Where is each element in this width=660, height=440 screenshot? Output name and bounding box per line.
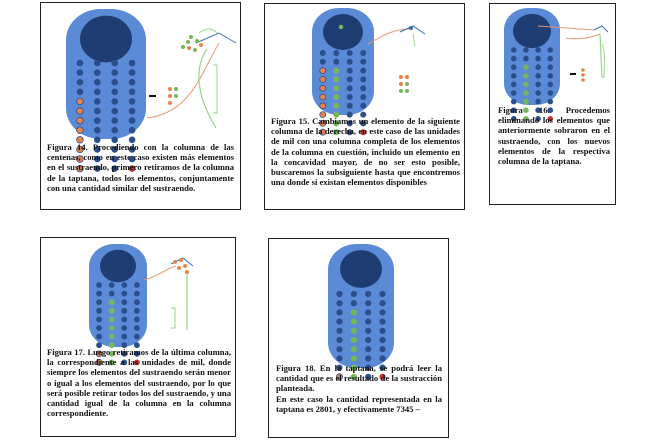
taptana-slot xyxy=(129,127,136,134)
taptana-slot xyxy=(351,319,357,325)
taptana-slot xyxy=(523,82,529,88)
taptana-slot xyxy=(111,79,118,86)
taptana-slot xyxy=(129,69,136,76)
taptana-slot xyxy=(111,108,118,115)
taptana-slot xyxy=(77,60,84,67)
taptana-slot xyxy=(121,317,127,323)
taptana-slot xyxy=(111,69,118,76)
taptana-slot xyxy=(333,103,339,109)
taptana-slot xyxy=(96,317,102,323)
taptana-slot xyxy=(336,300,342,306)
taptana-slot xyxy=(77,89,84,96)
taptana-slot xyxy=(523,73,529,79)
taptana-slot xyxy=(96,299,102,305)
taptana-slot xyxy=(96,282,102,288)
figure-18-caption: Figura 18. En la taptana, se podrá leer la cantidad que es el resultado de la sustracción planteada. En este caso la cantidad representada en la taptana es 2801, y efectivamente 7345 – xyxy=(276,363,442,414)
taptana-slot xyxy=(547,99,553,105)
taptana-slot xyxy=(523,64,529,70)
taptana-slot xyxy=(77,98,84,105)
taptana-slot xyxy=(111,98,118,105)
taptana-slot xyxy=(365,309,371,315)
taptana-big-hollow xyxy=(340,250,382,288)
taptana-slot xyxy=(77,79,84,86)
taptana-slot xyxy=(351,337,357,343)
taptana-slot xyxy=(511,82,517,88)
taptana-slot xyxy=(333,94,339,100)
taptana-big-hollow xyxy=(100,250,136,282)
taptana-slot xyxy=(535,64,541,70)
taptana-slot xyxy=(77,108,84,115)
taptana-slot xyxy=(547,64,553,70)
taptana-slot xyxy=(351,328,357,334)
taptana-slot xyxy=(320,103,326,109)
taptana-slot xyxy=(336,355,342,361)
taptana-slot xyxy=(320,68,326,74)
taptana-slot xyxy=(547,73,553,79)
taptana-slot xyxy=(109,291,115,297)
taptana-slot xyxy=(379,346,385,352)
taptana-slot xyxy=(511,90,517,96)
taptana-slot xyxy=(511,56,517,62)
taptana-slot xyxy=(77,69,84,76)
figure-15-caption: Figura 15. Cambiamos un elemento de la siguiente columna de la derecha, en este caso de las unidades de mil con una columna completa de los elementos de la columna en cuestión, incluido un elemento en la concavidad mayor, de no ser esto posible, buscaremos la subsiguiente hasta que encontremos una donde si existan elementos disponibles xyxy=(271,116,460,188)
taptana-slot xyxy=(109,308,115,314)
figure-14-caption: Figura 14. Procediendo con la columna de las centenas, como en este caso existen más elementos en el sustraendo, primero retiramos de la columna de la taptana, todos los elementos, conjuntamente con una cantidad similar del sustraendo. xyxy=(47,142,234,193)
taptana-slot xyxy=(547,47,553,53)
figure-17-panel xyxy=(40,237,236,437)
taptana-slot xyxy=(333,76,339,82)
taptana-slot xyxy=(351,355,357,361)
taptana-slot xyxy=(121,334,127,340)
taptana-big-hollow xyxy=(80,16,132,63)
taptana-slot xyxy=(129,60,136,67)
taptana-slot xyxy=(535,99,541,105)
taptana-slot xyxy=(320,59,326,65)
taptana-slot xyxy=(134,282,140,288)
taptana-slot xyxy=(511,47,517,53)
taptana-slot xyxy=(360,76,366,82)
taptana-slot xyxy=(333,59,339,65)
taptana-slot xyxy=(333,50,339,56)
figure-16-caption: Figura 16. Procedemos eliminando los elementos que anteriormente sobraron en el sustraendo, con los nuevos elementos de la respectiva columna de la taptana. xyxy=(498,105,610,167)
taptana-slot xyxy=(111,60,118,67)
taptana-slot xyxy=(121,325,127,331)
taptana-slot xyxy=(320,85,326,91)
taptana-slot xyxy=(94,127,101,134)
taptana-slot xyxy=(77,127,84,134)
taptana-slot xyxy=(134,334,140,340)
taptana-slot xyxy=(109,325,115,331)
taptana-slot xyxy=(94,60,101,67)
taptana-slot xyxy=(365,355,371,361)
taptana-slot xyxy=(134,317,140,323)
taptana-slot xyxy=(360,94,366,100)
taptana-slot xyxy=(523,47,529,53)
taptana-slot xyxy=(379,291,385,297)
taptana-slot xyxy=(523,56,529,62)
figure-14-panel xyxy=(40,2,241,210)
taptana-slot xyxy=(94,117,101,124)
taptana-slot xyxy=(347,68,353,74)
taptana-slot xyxy=(121,291,127,297)
taptana-slot xyxy=(347,103,353,109)
taptana-slot xyxy=(547,56,553,62)
taptana-board xyxy=(328,244,394,380)
taptana-slot xyxy=(535,47,541,53)
taptana-slot xyxy=(535,56,541,62)
taptana-slot xyxy=(365,328,371,334)
taptana-slot xyxy=(511,64,517,70)
taptana-slot xyxy=(547,82,553,88)
taptana-slot xyxy=(134,308,140,314)
taptana-slot xyxy=(360,50,366,56)
taptana-slot xyxy=(129,79,136,86)
taptana-slot xyxy=(129,108,136,115)
taptana-slot xyxy=(134,299,140,305)
taptana-slot xyxy=(365,319,371,325)
taptana-slot xyxy=(336,309,342,315)
taptana-slot xyxy=(109,317,115,323)
taptana-slot xyxy=(360,103,366,109)
taptana-slot xyxy=(129,98,136,105)
taptana-slot xyxy=(336,328,342,334)
taptana-slot xyxy=(511,73,517,79)
taptana-big-hollow xyxy=(323,14,363,50)
taptana-slot xyxy=(134,291,140,297)
taptana-slot xyxy=(94,89,101,96)
taptana-slot xyxy=(134,325,140,331)
taptana-slot xyxy=(111,127,118,134)
taptana-slot xyxy=(365,291,371,297)
taptana-slot xyxy=(77,117,84,124)
taptana-slot xyxy=(121,299,127,305)
taptana-slot xyxy=(96,308,102,314)
taptana-slot xyxy=(365,337,371,343)
taptana-slot xyxy=(511,99,517,105)
taptana-slot xyxy=(547,90,553,96)
taptana-slot xyxy=(351,291,357,297)
taptana-slot xyxy=(379,337,385,343)
taptana-slot xyxy=(347,59,353,65)
taptana-slot xyxy=(347,85,353,91)
taptana-slot xyxy=(111,89,118,96)
figure-16-panel xyxy=(489,3,616,205)
taptana-slot xyxy=(351,309,357,315)
taptana-slot xyxy=(365,300,371,306)
taptana-slot xyxy=(347,76,353,82)
taptana-slot xyxy=(320,50,326,56)
taptana-slot xyxy=(379,328,385,334)
taptana-slot xyxy=(333,68,339,74)
taptana-slot xyxy=(336,337,342,343)
taptana-big-hollow xyxy=(513,14,551,48)
taptana-slot xyxy=(379,319,385,325)
taptana-slot xyxy=(360,85,366,91)
taptana-slot xyxy=(379,355,385,361)
taptana-slot xyxy=(523,90,529,96)
taptana-slot xyxy=(351,300,357,306)
taptana-slot xyxy=(365,346,371,352)
taptana-slot xyxy=(360,68,366,74)
taptana-slot xyxy=(379,309,385,315)
taptana-slot xyxy=(347,50,353,56)
taptana-slot xyxy=(360,59,366,65)
taptana-slot xyxy=(109,282,115,288)
taptana-slot xyxy=(379,300,385,306)
taptana-slot xyxy=(121,308,127,314)
taptana-slot xyxy=(336,291,342,297)
taptana-slot xyxy=(129,117,136,124)
taptana-slot xyxy=(94,98,101,105)
taptana-slot xyxy=(347,94,353,100)
taptana-slot xyxy=(535,82,541,88)
taptana-slot xyxy=(535,73,541,79)
taptana-slot xyxy=(523,99,529,105)
figure-17-caption: Figura 17. Luego retiramos de la última columna, la correspondiente a las unidades de mil, donde siempre los elementos del sustraendo serán menor o igual a los elementos del sustraendo, por lo que será posible retirar todos los del sustraendo, y una cantidad igual de la columna en la columna correspondiente. xyxy=(47,347,231,419)
taptana-slot xyxy=(351,346,357,352)
taptana-slot xyxy=(121,282,127,288)
taptana-slot xyxy=(94,108,101,115)
taptana-slot xyxy=(320,94,326,100)
taptana-slot xyxy=(94,69,101,76)
taptana-slot xyxy=(320,76,326,82)
taptana-slot xyxy=(96,325,102,331)
taptana-slot xyxy=(94,79,101,86)
taptana-slot xyxy=(333,85,339,91)
taptana-slot xyxy=(96,291,102,297)
figure-18-panel xyxy=(268,238,449,438)
subtrahend-annotation xyxy=(144,258,193,330)
taptana-slot xyxy=(111,117,118,124)
taptana-slot xyxy=(336,346,342,352)
taptana-slot xyxy=(109,299,115,305)
subtrahend-annotation xyxy=(147,29,236,128)
taptana-slot xyxy=(129,89,136,96)
taptana-slot xyxy=(336,319,342,325)
taptana-slot xyxy=(96,334,102,340)
figure-15-panel xyxy=(264,3,465,210)
taptana-slot xyxy=(535,90,541,96)
taptana-slot xyxy=(109,334,115,340)
